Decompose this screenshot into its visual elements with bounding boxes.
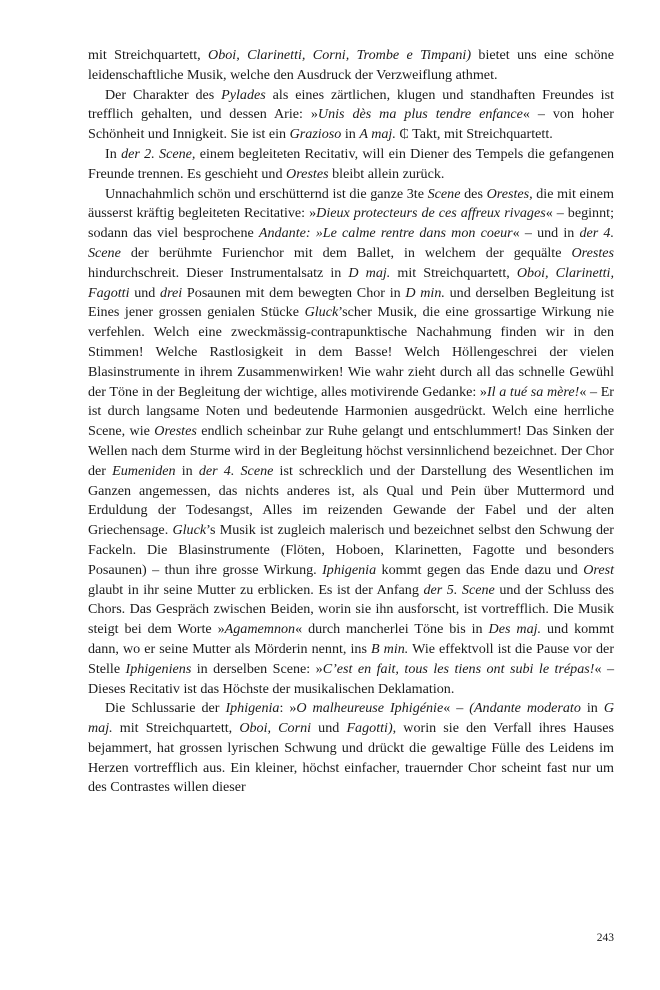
text-run: mit Streichquartett,	[112, 720, 240, 737]
text-run: in	[175, 462, 199, 479]
italic-text: Scene	[427, 185, 461, 202]
italic-text: G maj.	[88, 700, 614, 737]
text-run: « – Dieses Recitativ ist das Höchste der musikalischen Deklamation.	[88, 660, 615, 697]
italic-text: Iphigenia	[225, 700, 280, 717]
italic-text: Il a tué sa mère!	[486, 383, 580, 400]
italic-text: D min.	[405, 284, 445, 301]
text-run: ’s Musik ist zugleich malerisch und bezeichnet selbst den Schwung der Fackeln. Die Blasinstrumente (Flöten, Hoboen, Klarinetten, Fagotte und besonders Posaunen) – thun ihre grosse Wirkung.	[88, 522, 614, 578]
body-text	[88, 46, 614, 798]
text-run: endlich scheinbar zur Ruhe gelangt und entschlummert! Das Sinken der Wellen nach dem Sturme wird in der Begleitung höchst versinnlichend bezeichnet. Der Chor der	[88, 423, 615, 479]
italic-text: Unis dès ma plus tendre enfance	[317, 106, 523, 123]
italic-text: Iphigenia	[322, 561, 377, 578]
text-run: in	[580, 700, 604, 717]
italic-text: C’est en fait, tous les tiens ont subi le trépas!	[322, 660, 595, 677]
italic-text: Agamemnon	[224, 621, 296, 638]
text-run: einem begleiteten Recitativ, will ein Diener des Tempels die gefangenen Freunde trennen. Es geschieht und	[88, 145, 615, 182]
italic-text: Gluck	[304, 304, 339, 321]
text-run: « – und in	[512, 225, 580, 242]
text-run: und kommt dann, wo er seine Mutter als Mörderin nennt, ins	[88, 621, 614, 657]
italic-text: Gluck	[172, 522, 207, 539]
text-run: bleibt allein zurück.	[328, 165, 445, 182]
text-run: die mit einem äusserst kräftig begleiteten Recitative: »	[88, 185, 614, 222]
italic-text: Eumeniden	[112, 462, 176, 479]
italic-text: Andante: »Le calme rentre dans mon coeur	[258, 225, 513, 242]
text-run: und derselben Begleitung ist Eines jener grossen genialen Stücke	[88, 284, 614, 321]
italic-text: der 4. Scene	[88, 225, 614, 261]
text-run: mit Streichquartett,	[88, 47, 209, 63]
text-run: Der Charakter des	[105, 86, 222, 103]
italic-text: Iphigeniens	[125, 660, 192, 677]
text-run: und	[129, 284, 161, 301]
text-run: , worin sie den Verfall ihres Hauses bejammert, hat grossen lyrischen Schwung und drückt die gewaltige Fülle des Leidens im Herzen vortrefflich aus. Ein kleiner, höchst einfacher, trauernder Chor scheint fast nur um des Contrastes willen dieser	[88, 720, 614, 796]
italic-text: Orestes	[571, 244, 614, 261]
italic-text: Orestes,	[486, 185, 533, 202]
text-run: und der Schluss des Chors. Das Gespräch zwischen Beiden, worin sie ihn ausforscht, ist vortrefflich. Die Musik steigt bei dem Worte »	[88, 581, 615, 638]
text-run: In	[105, 145, 122, 162]
text-run: mit Streichquartett,	[390, 264, 517, 281]
italic-text: Orestes	[286, 165, 329, 182]
paragraph	[88, 185, 614, 700]
text-run: « – beginnt; sodann das viel besprochene	[88, 205, 614, 242]
text-run: « –	[443, 700, 470, 717]
italic-text: (Andante moderato	[469, 700, 581, 717]
text-run: « – von hoher Schönheit und Innigkeit. Sie ist ein	[88, 106, 614, 143]
text-run: der berühmte Furienchor mit dem Ballet, in welchem der gequälte	[120, 244, 572, 261]
paragraph	[88, 86, 614, 145]
italic-text: Des maj.	[488, 621, 542, 638]
text-run: in derselben Scene: »	[191, 660, 323, 677]
paragraph	[88, 145, 614, 185]
italic-text: O malheureuse Iphigénie	[296, 700, 444, 717]
italic-text: drei	[160, 284, 183, 301]
italic-text: B min.	[370, 640, 409, 657]
italic-text: Orestes	[154, 423, 197, 440]
italic-text: Oboi, Clarinetti, Corni, Trombe e Timpani)	[208, 47, 472, 63]
italic-text: Orest	[583, 561, 614, 578]
text-run: « – Er ist durch langsame Noten und bedeutende Harmonien ausgedrückt. Welch eine herrliche Scene, wie	[88, 383, 614, 440]
italic-text: der 4. Scene	[198, 462, 274, 479]
text-run: und	[311, 720, 347, 737]
text-run: ’scher Musik, die eine grossartige Wirkung nie verfehlen. Welch eine zweckmässig-contrapunktische Nachahmung finden wir in den Stimmen! Welche Rastlosigkeit in dem Basse! Welch Höllengeschrei der vielen Blasinstrumente in ihrem Zusammenwirken! Wie wahr zieht durch all das schnelle Gewühl der Töne in der Begleitung der wichtige, alles motivirende Gedanke: »	[88, 304, 614, 400]
italic-text: der 5. Scene	[423, 581, 495, 598]
text-run: Die Schlussarie der	[105, 700, 226, 717]
text-run: in	[341, 126, 360, 143]
italic-text: Grazioso	[289, 126, 342, 143]
text-run: « durch mancherlei Töne bis in	[295, 621, 489, 638]
paragraph	[88, 699, 614, 798]
text-run: des	[460, 185, 487, 202]
text-run: Posaunen mit dem bewegten Chor in	[182, 284, 406, 301]
text-run: ₵ Takt, mit Streichquartett.	[395, 126, 553, 143]
page-number: 243	[596, 932, 614, 944]
italic-text: Pylades	[221, 86, 266, 103]
paragraph	[88, 46, 614, 86]
text-run: hindurchschreit. Dieser Instrumentalsatz in	[88, 264, 349, 281]
text-run: : »	[279, 700, 297, 717]
italic-text: Oboi, Clarinetti, Fagotti	[88, 264, 614, 301]
italic-text: Fagotti)	[346, 720, 393, 737]
text-run: kommt gegen das Ende dazu und	[376, 561, 584, 578]
italic-text: Oboi, Corni	[239, 720, 312, 737]
italic-text: D maj.	[348, 264, 391, 281]
italic-text: Dieux protecteurs de ces affreux rivages	[316, 205, 546, 222]
text-run: bietet uns eine schöne leidenschaftliche Musik, welche den Ausdruck der Verzweiflung athmet.	[88, 47, 614, 83]
italic-text: der 2. Scene,	[121, 145, 196, 162]
text-run: ist schrecklich und der Darstellung des Wesentlichen im Ganzen angemessen, das nichts anderes ist, als Qual und Pein über Muttermord und Erduldung der Todesangst, Alles im reizenden Gewande der Fabel und der alten Griechensage.	[88, 462, 615, 539]
text-run: glaubt in ihr seine Mutter zu erblicken. Es ist der Anfang	[88, 581, 424, 598]
italic-text: A maj.	[359, 126, 396, 143]
text-run: Wie effektvoll ist die Pause vor der Stelle	[88, 640, 615, 677]
text-run: als eines zärtlichen, klugen und standhaften Freundes ist trefflich gehalten, und dessen Arie: »	[88, 86, 614, 123]
text-run: Unnachahmlich schön und erschütternd ist die ganze 3te	[105, 185, 428, 202]
